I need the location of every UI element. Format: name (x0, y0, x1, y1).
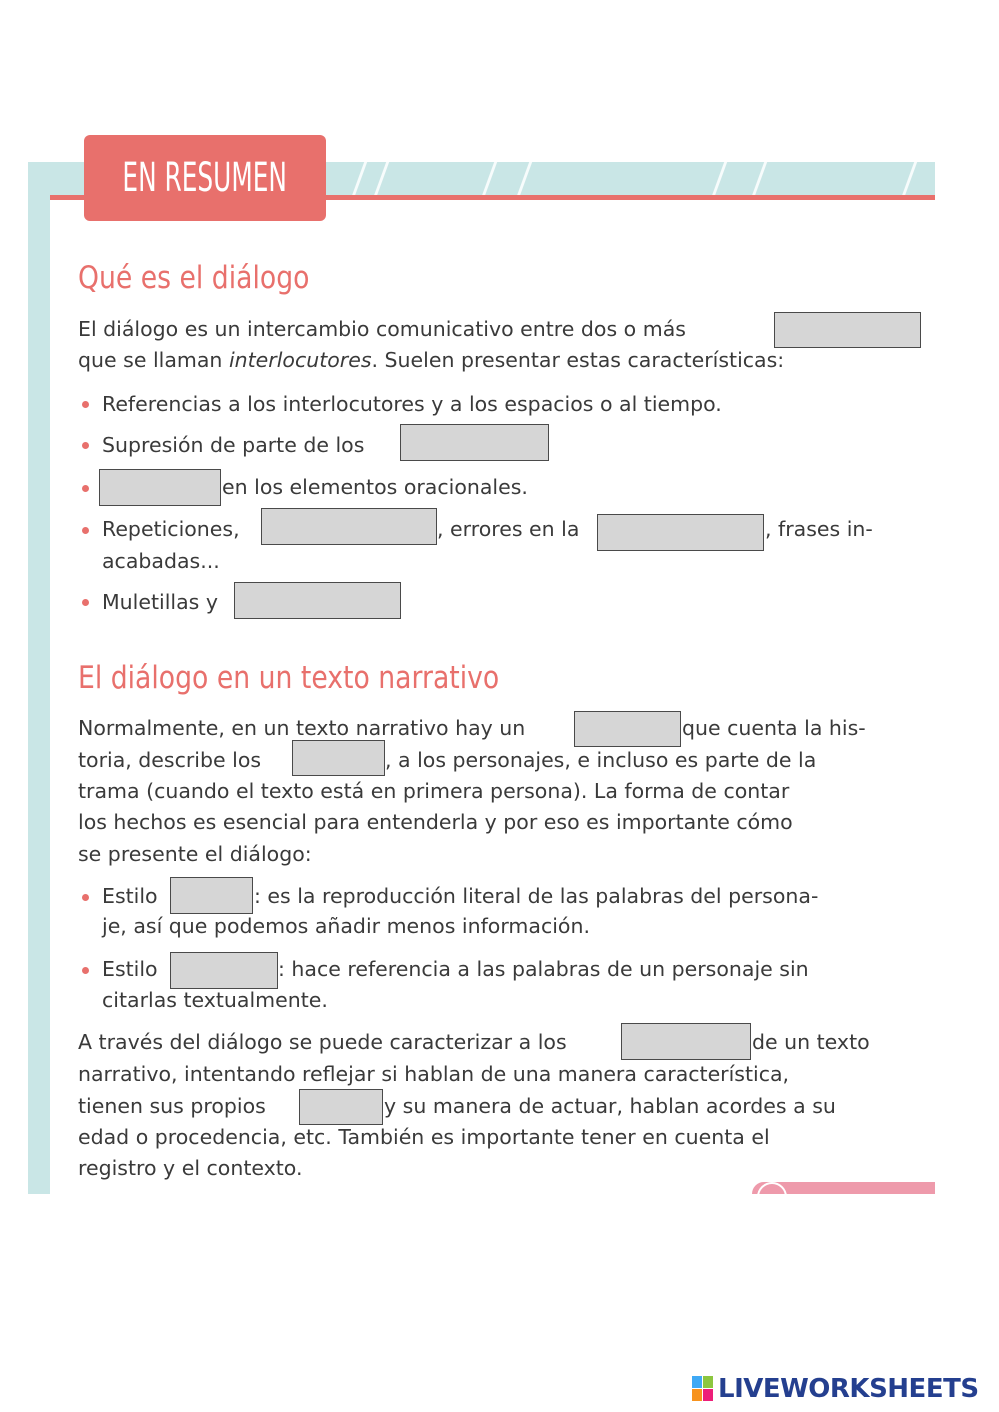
bullet-dot (82, 527, 89, 534)
tab-title: EN RESUMEN (122, 155, 288, 201)
bullet-dot (82, 967, 89, 974)
blank-input-10[interactable] (170, 952, 278, 989)
p2-line-1a: A través del diálogo se puede caracterizar a los (78, 1030, 567, 1054)
p1-line-1a: Normalmente, en un texto narrativo hay un (78, 716, 526, 740)
blank-input-6[interactable] (234, 582, 401, 619)
style-2-text-cont: citarlas textualmente. (102, 988, 328, 1012)
section-title-texto-narrativo: El diálogo en un texto narrativo (78, 660, 500, 696)
bullet-dot (82, 485, 89, 492)
style-1-label: Estilo (102, 884, 158, 908)
p2-line-1b: de un texto (752, 1030, 870, 1054)
p2-line-3a: tienen sus propios (78, 1094, 266, 1118)
intro-line-1: El diálogo es un intercambio comunicativo entre dos o más (78, 317, 686, 341)
p2-line-2: narrativo, intentando reflejar si hablan de una manera característica, (78, 1062, 790, 1086)
blank-input-7[interactable] (574, 711, 681, 747)
bullet-4-text-b: , errores en la (437, 517, 580, 541)
bullet-5-text: Muletillas y (102, 590, 219, 614)
liveworksheets-logo (692, 1374, 979, 1404)
style-1-text: : es la reproducción literal de las palabras del persona- (254, 884, 819, 908)
bullet-4-text-d: acabadas... (102, 549, 220, 573)
logo-text: LIVEWORKSHEETS (718, 1374, 979, 1404)
p1-line-1b: que cuenta la his- (682, 716, 866, 740)
bullet-4-text-c: , frases in- (765, 517, 873, 541)
blank-input-5[interactable] (597, 514, 764, 551)
p2-line-4: edad o procedencia, etc. También es importante tener en cuenta el (78, 1125, 770, 1149)
section-title-que-es: Qué es el diálogo (78, 260, 310, 296)
blank-input-9[interactable] (170, 877, 253, 914)
bullet-3-text: en los elementos oracionales. (222, 475, 528, 499)
bullet-1-text: Referencias a los interlocutores y a los espacios o al tiempo. (102, 392, 722, 416)
p1-line-4: los hechos es esencial para entenderla y por eso es importante cómo (78, 810, 793, 834)
liveworksheets-icon (692, 1376, 714, 1402)
p2-line-3b: y su manera de actuar, hablan acordes a su (384, 1094, 836, 1118)
bullet-dot (82, 894, 89, 901)
style-1-text-cont: je, así que podemos añadir menos información. (102, 914, 590, 938)
bullet-4-text-a: Repeticiones, (102, 517, 240, 541)
blank-input-4[interactable] (261, 508, 437, 545)
bullet-dot (82, 599, 89, 606)
style-2-text: : hace referencia a las palabras de un personaje sin (278, 957, 809, 981)
bullet-2-text: Supresión de parte de los (102, 433, 365, 457)
blank-input-1[interactable] (774, 312, 921, 348)
p1-line-5: se presente el diálogo: (78, 842, 312, 866)
blank-input-3[interactable] (99, 469, 221, 506)
bullet-dot (82, 442, 89, 449)
p1-line-2a: toria, describe los (78, 748, 262, 772)
style-2-label: Estilo (102, 957, 158, 981)
intro-line-2: que se llaman interlocutores. Suelen presentar estas características: (78, 348, 785, 372)
section-tab (84, 135, 326, 221)
blank-input-2[interactable] (400, 424, 549, 461)
p2-line-5: registro y el contexto. (78, 1156, 303, 1180)
frame-left-border (28, 162, 50, 1194)
blank-input-8[interactable] (292, 740, 385, 776)
blank-input-12[interactable] (299, 1089, 383, 1125)
p1-line-3: trama (cuando el texto está en primera persona). La forma de contar (78, 779, 790, 803)
blank-input-11[interactable] (621, 1023, 751, 1060)
bullet-dot (82, 401, 89, 408)
p1-line-2b: , a los personajes, e incluso es parte de la (385, 748, 817, 772)
